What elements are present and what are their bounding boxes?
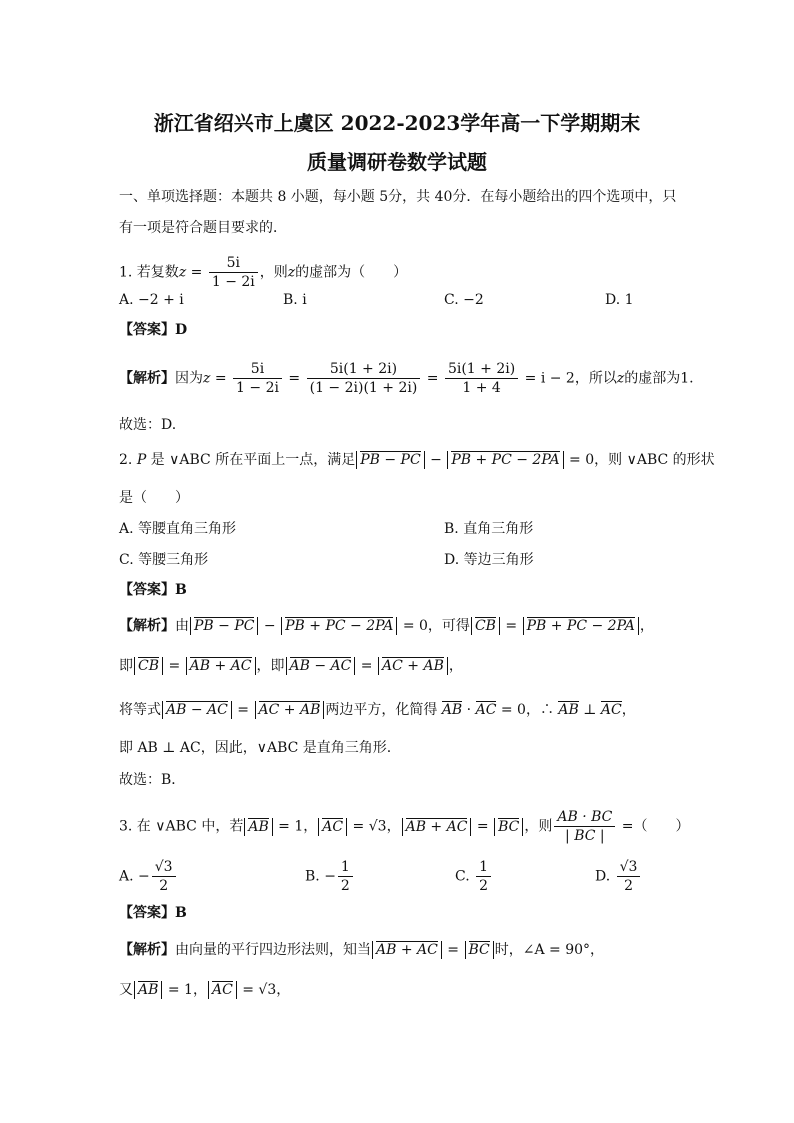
q2-l3-dot: · bbox=[462, 702, 476, 718]
q1-equals: = bbox=[186, 264, 207, 281]
q2-l1-minus: − bbox=[259, 618, 281, 634]
q1-fraction-numerator: 5i bbox=[209, 254, 258, 273]
q2-l3-text-d: ， bbox=[621, 702, 636, 718]
q2-l3-abs-2-content: AC + AB bbox=[258, 702, 321, 718]
q3-stem-text-c: =（ ） bbox=[617, 818, 690, 835]
q2-l2-abs-1-content: CB bbox=[138, 658, 159, 674]
q3-l2-abs-2 bbox=[208, 981, 237, 999]
q3-abs-3-content: AB + AC bbox=[405, 818, 468, 835]
q2-abs-2-content: PB + PC − 2PA bbox=[451, 452, 560, 468]
q1-stem-text: 1. 若复数 bbox=[119, 264, 179, 281]
q2-option-b: B. 直角三角形 bbox=[444, 521, 534, 537]
q2-stem-line-2: 是（ ） bbox=[119, 490, 189, 506]
q3-abs-1-content: AB bbox=[248, 818, 269, 835]
q3-abs-4-content: BC bbox=[498, 818, 520, 835]
q2-stem bbox=[119, 450, 715, 470]
q2-l2-abs-4 bbox=[378, 657, 448, 675]
q1-fraction-denominator: 1 − 2i bbox=[211, 274, 255, 290]
q3-option-a bbox=[119, 858, 178, 895]
q3-l1-abs-2 bbox=[465, 941, 494, 959]
q2-abs-1 bbox=[356, 451, 424, 469]
q3-option-c bbox=[455, 858, 493, 895]
q3-l2-eq-2: = √3， bbox=[237, 982, 291, 998]
q2-analysis-line-3 bbox=[119, 700, 636, 720]
q3-l2-eq-1: = 1， bbox=[163, 982, 207, 998]
q1-option-b: B. i bbox=[283, 292, 307, 308]
q1-analysis-f1-num: 5i bbox=[233, 360, 282, 379]
q3-analysis-line-1 bbox=[119, 940, 604, 960]
q3-option-a-den: 2 bbox=[159, 878, 169, 894]
q2-l1-abs-2 bbox=[281, 617, 397, 635]
q3-analysis-line-2 bbox=[119, 980, 290, 1000]
q2-l3-equals: = bbox=[232, 702, 254, 718]
q2-analysis-label: 【解析】 bbox=[119, 618, 175, 634]
q2-l3-perp: ⊥ bbox=[578, 702, 601, 718]
doc-title-line-2: 质量调研卷数学试题 bbox=[307, 150, 487, 174]
q2-answer: 【答案】B bbox=[119, 582, 187, 598]
q1-analysis-label: 【解析】 bbox=[119, 370, 175, 387]
section-heading-line-2: 有一项是符合题目要求的． bbox=[119, 220, 287, 236]
q3-l2-text-a: 又 bbox=[119, 982, 133, 998]
q2-l3-abs-1 bbox=[162, 701, 232, 719]
q3-option-a-label: A. − bbox=[119, 868, 150, 885]
q1-option-a: A. −2 + i bbox=[119, 292, 184, 308]
q3-option-c-den: 2 bbox=[479, 878, 489, 894]
q1-analysis-text-c: 的虚部为1. bbox=[624, 370, 694, 387]
q2-abs-2 bbox=[447, 451, 563, 469]
q2-l3-vec-4: AC bbox=[600, 702, 622, 718]
q3-fraction-numerator: AB · BC bbox=[554, 808, 615, 827]
q2-l2-text-a: 即 bbox=[119, 658, 133, 674]
q2-analysis-line-4: 即 AB ⊥ AC，因此，∨ABC 是直角三角形. bbox=[119, 740, 392, 756]
q2-l3-text-a: 将等式 bbox=[119, 702, 161, 718]
q3-option-b-label: B. − bbox=[305, 868, 336, 885]
q2-l1-text-a: 由 bbox=[175, 618, 189, 634]
q2-l2-abs-2-content: AB + AC bbox=[189, 658, 252, 674]
q1-stem bbox=[119, 254, 407, 291]
q2-l2-abs-3 bbox=[286, 657, 356, 675]
q3-option-a-fraction bbox=[152, 858, 176, 895]
q2-conclusion: 故选：B． bbox=[119, 772, 186, 788]
q2-stem-text-b: 是 ∨ABC 所在平面上一点，满足 bbox=[146, 452, 356, 468]
q2-l1-abs-1-content: PB − PC bbox=[194, 618, 255, 634]
q3-l2-abs-2-content: AC bbox=[211, 982, 233, 998]
section-heading-line-1: 一、单项选择题：本题共 8 小题，每小题 5分，共 40分．在每小题给出的四个选项中，只 bbox=[119, 189, 677, 205]
q2-l1-equals: = bbox=[500, 618, 522, 634]
q1-var-z: z bbox=[178, 264, 187, 281]
q2-l2-equals: = bbox=[164, 658, 185, 674]
q3-l1-abs-1 bbox=[372, 941, 442, 959]
q3-option-d-label: D. bbox=[595, 868, 615, 885]
q2-l1-abs-3 bbox=[471, 617, 500, 635]
q2-stem-num: 2. bbox=[119, 452, 137, 468]
q3-option-b-fraction bbox=[338, 858, 353, 895]
q3-option-b bbox=[305, 858, 355, 895]
q2-l2-abs-1 bbox=[134, 657, 163, 675]
q2-l2-abs-4-content: AC + AB bbox=[382, 658, 444, 674]
q1-stem-text-c: 的虚部为（ ） bbox=[295, 264, 408, 281]
q1-stem-text-b: ，则 bbox=[259, 264, 288, 281]
q2-stem-text-c: = 0，则 ∨ABC 的形状 bbox=[564, 452, 715, 468]
q2-l3-abs-1-content: AB − AC bbox=[166, 702, 228, 718]
q1-var-z-2: z bbox=[287, 264, 296, 281]
q2-l1-abs-4 bbox=[523, 617, 639, 635]
q3-option-d-den: 2 bbox=[624, 878, 634, 894]
q3-stem-text-b: ，则 bbox=[524, 818, 553, 835]
q1-analysis-fraction-1 bbox=[233, 360, 282, 397]
q1-analysis-f2-num: 5i(1 + 2i) bbox=[307, 360, 421, 379]
q3-option-d-fraction bbox=[617, 858, 641, 895]
q3-abs-1 bbox=[244, 818, 272, 836]
q3-stem-text-a: 3. 在 ∨ABC 中，若 bbox=[119, 818, 244, 835]
q3-l1-text-b: 时，∠A = 90°， bbox=[494, 942, 605, 958]
q1-option-c: C. −2 bbox=[444, 292, 484, 308]
doc-title-line-1: 浙江省绍兴市上虞区 2022-2023学年高一下学期期末 bbox=[153, 111, 641, 135]
q1-analysis-text-a: 因为 bbox=[175, 370, 203, 387]
q2-l3-vec-3: AB bbox=[558, 702, 579, 718]
q1-option-d: D. 1 bbox=[605, 292, 634, 308]
q1-analysis-f3-num: 5i(1 + 2i) bbox=[445, 360, 518, 379]
q3-option-d-num: √3 bbox=[617, 858, 641, 877]
q1-analysis-fraction-2 bbox=[307, 360, 421, 397]
q2-analysis-line-1 bbox=[119, 616, 654, 636]
q3-abs-2-content: AC bbox=[322, 818, 344, 835]
q2-l1-abs-3-content: CB bbox=[474, 618, 496, 634]
q2-l1-text-b: = 0，可得 bbox=[398, 618, 470, 634]
q2-l1-abs-2-content: PB + PC − 2PA bbox=[285, 618, 394, 634]
q3-option-c-label: C. bbox=[455, 868, 475, 885]
q2-option-c: C. 等腰三角形 bbox=[119, 552, 209, 568]
q3-eq-2: = √3， bbox=[348, 818, 401, 835]
q2-l1-abs-4-content: PB + PC − 2PA bbox=[526, 618, 635, 634]
q2-option-a: A. 等腰直角三角形 bbox=[119, 521, 237, 537]
q2-abs-1-content: PB − PC bbox=[360, 452, 421, 468]
q3-abs-3 bbox=[402, 818, 472, 836]
q2-l3-text-b: 两边平方，化简得 bbox=[325, 702, 442, 718]
q1-conclusion: 故选：D. bbox=[119, 417, 177, 433]
q1-analysis-var-z-2: z bbox=[616, 370, 625, 387]
q1-analysis-fraction-3 bbox=[445, 360, 518, 397]
q3-analysis-label: 【解析】 bbox=[119, 942, 175, 958]
q2-minus: − bbox=[425, 452, 447, 468]
q3-abs-4 bbox=[494, 818, 523, 836]
q2-l3-text-c: = 0，∴ bbox=[496, 702, 559, 718]
q3-option-c-num: 1 bbox=[476, 858, 491, 877]
q3-option-b-num: 1 bbox=[338, 858, 353, 877]
q1-analysis-f3-den: 1 + 4 bbox=[462, 380, 501, 396]
q3-option-c-fraction bbox=[476, 858, 491, 895]
q1-analysis-f2-den: (1 − 2i)(1 + 2i) bbox=[309, 380, 418, 396]
q3-answer: 【答案】B bbox=[119, 905, 187, 921]
q3-fraction bbox=[554, 808, 615, 845]
q2-l2-abs-2 bbox=[186, 657, 256, 675]
q1-answer: 【答案】D bbox=[119, 322, 188, 338]
q2-l1-abs-1 bbox=[190, 617, 258, 635]
q3-l1-equals: = bbox=[442, 942, 464, 958]
q2-l2-text-c: ， bbox=[448, 658, 463, 674]
q1-analysis-text-b: = i − 2，所以 bbox=[520, 370, 617, 387]
q3-abs-2 bbox=[318, 818, 347, 836]
q2-l1-text-c: ， bbox=[639, 618, 654, 634]
q3-eq-3: = bbox=[472, 818, 494, 835]
q3-l1-text-a: 由向量的平行四边形法则，知当 bbox=[175, 942, 371, 958]
q3-eq-1: = 1， bbox=[273, 818, 318, 835]
q2-l3-abs-2 bbox=[255, 701, 325, 719]
q2-l2-abs-3-content: AB − AC bbox=[289, 658, 352, 674]
q2-option-d: D. 等边三角形 bbox=[444, 552, 534, 568]
q2-l3-vec-2: AC bbox=[475, 702, 497, 718]
q3-l1-abs-2-content: BC bbox=[468, 942, 490, 958]
q2-l2-text-b: ，即 bbox=[256, 658, 285, 674]
q2-analysis-line-2 bbox=[119, 656, 463, 676]
q3-fraction-denominator: | BC | bbox=[565, 828, 605, 844]
q3-l1-abs-1-content: AB + AC bbox=[376, 942, 438, 958]
q2-l3-vec-1: AB bbox=[441, 702, 463, 718]
q2-l2-equals-2: = bbox=[356, 658, 377, 674]
q3-stem bbox=[119, 808, 690, 845]
q3-l2-abs-1-content: AB bbox=[138, 982, 159, 998]
q1-fraction bbox=[209, 254, 258, 291]
q1-analysis-f1-den: 1 − 2i bbox=[236, 380, 279, 396]
q1-analysis-var-z: z bbox=[203, 370, 211, 387]
q3-l2-abs-1 bbox=[134, 981, 162, 999]
q1-analysis: 【解析】因为z = $\frac{5i}{1 - 2i}$ = $\frac{5i(1 + 2i)}{(1 - 2i)(1 + 2i)}$ = $\frac{5i(1 + 2i)}{1 + 4}$ = i − 2，所以z的虚部为1. bbox=[119, 361, 694, 396]
q2-var-p: P bbox=[136, 452, 147, 468]
q3-option-d bbox=[595, 858, 642, 895]
q3-option-b-den: 2 bbox=[340, 878, 350, 894]
q3-option-a-num: √3 bbox=[152, 858, 176, 877]
